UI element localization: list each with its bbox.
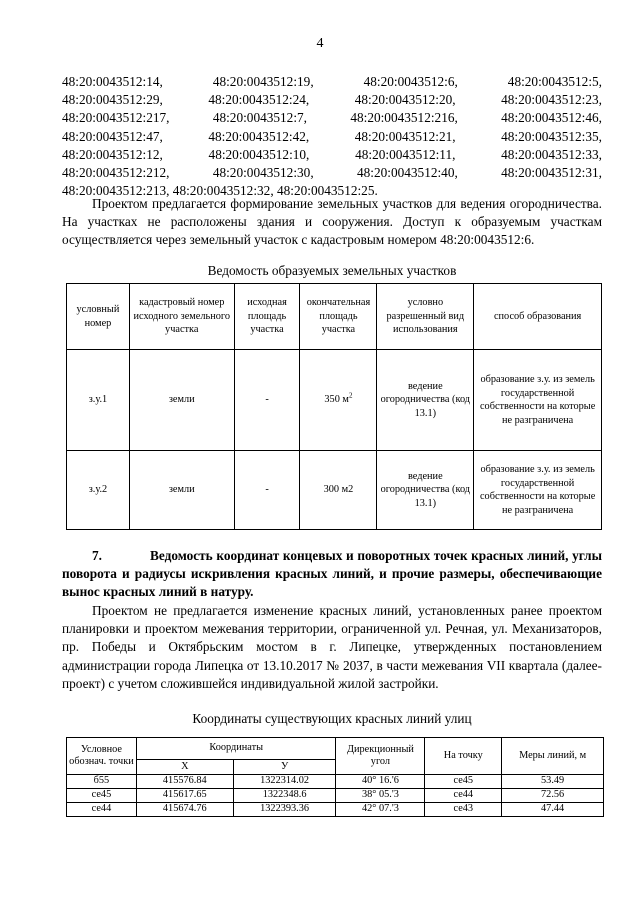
- cadastral-number: 48:20:0043512:42,: [208, 128, 310, 144]
- cadastral-number: 48:20:0043512:23,: [501, 92, 602, 108]
- cell-to: се43: [425, 803, 502, 817]
- land-plots-table: [66, 283, 602, 530]
- cadastral-number: 48:20:0043512:11,: [355, 146, 456, 162]
- cadastral-row: [62, 128, 602, 146]
- cadastral-row: [62, 164, 602, 182]
- cadastral-number: 48:20:0043512:7,: [212, 110, 308, 126]
- area-superscript: 2: [348, 391, 353, 400]
- cadastral-number: 48:20:0043512:47,: [62, 128, 163, 144]
- table-row: [67, 789, 604, 803]
- cadastral-number: 48:20:0043512:46,: [501, 110, 602, 126]
- table-row: [67, 451, 602, 530]
- cell-y: 1322314.02: [233, 775, 336, 789]
- cell-use: ведение огородничества (код 13.1): [377, 451, 474, 530]
- final-area-value: 350 м: [324, 394, 349, 406]
- cadastral-number: 48:20:0043512:21,: [354, 128, 456, 144]
- paragraph-land-plots: Проектом предлагается формирование земельных участков для ведения огородничества. На участках не расположены здания и сооружения. Доступ к образуемым участкам осуществляется через земельный участок с кадастровым номером 48:20:0043512:6.: [62, 196, 602, 248]
- cadastral-row: [62, 146, 602, 164]
- cadastral-number: 48:20:0043512:40,: [356, 164, 458, 180]
- header-cell: способ образования: [474, 284, 602, 350]
- cadastral-list: [62, 73, 602, 200]
- cell-angle: 42° 07.'3: [336, 803, 425, 817]
- header-cell: условно разрешенный вид использования: [377, 284, 474, 350]
- cadastral-row: [62, 73, 602, 91]
- table-header-row: [67, 738, 604, 760]
- cell-angle: 38° 05.'3: [336, 789, 425, 803]
- cadastral-number: 48:20:0043512:6,: [363, 74, 458, 89]
- cell-num: з.у.2: [67, 451, 130, 530]
- cadastral-row: [62, 91, 602, 109]
- cadastral-number: 48:20:0043512:19,: [212, 74, 314, 89]
- cadastral-number: 48:20:0043512:24,: [208, 92, 310, 108]
- table-row: [67, 350, 602, 451]
- header-cell: условный номер: [67, 284, 130, 350]
- header-cell: окончательная площадь участка: [300, 284, 377, 350]
- cell-x: 415617.65: [136, 789, 233, 803]
- header-angle: Дирекционный угол: [336, 738, 425, 775]
- cadastral-row: [62, 109, 602, 127]
- cell-to: се44: [425, 789, 502, 803]
- paragraph-red-lines: Проектом не предлагается изменение красных линий, установленных ранее проектом планировки и проектом межевания территории, ограниченной ул. Речная, ул. Механизаторов, пр. Победы и Октябрьским мостом в г. Липецке, утвержденных постановлением администрации города Липецка от 13.10.2017 № 2037, в части межевания VII квартала (далее-проект) с учетом сложившейся индивидуальной жилой застройки.: [62, 603, 602, 691]
- cell-measure: 47.44: [502, 803, 604, 817]
- cadastral-number: 48:20:0043512:5,: [507, 74, 602, 89]
- cell-use: ведение огородничества (код 13.1): [377, 350, 474, 451]
- cell-source: земли: [129, 350, 234, 451]
- page-number: 4: [316, 36, 324, 51]
- cell-src-area: -: [234, 350, 300, 451]
- cadastral-number: 48:20:0043512:217,: [62, 110, 170, 126]
- table1-caption: Ведомость образуемых земельных участков: [207, 263, 457, 278]
- header-cell: кадастровый номер исходного земельного участка: [129, 284, 234, 350]
- header-to-point: На точку: [425, 738, 502, 775]
- cell-y: 1322348.6: [233, 789, 336, 803]
- header-coords: Координаты: [136, 738, 336, 760]
- table-header-row: [67, 284, 602, 350]
- header-y: У: [233, 760, 336, 775]
- cadastral-number: 48:20:0043512:20,: [354, 92, 456, 108]
- header-cell: исходная площадь участка: [234, 284, 300, 350]
- cadastral-number: 48:20:0043512:10,: [208, 146, 310, 162]
- cell-measure: 53.49: [502, 775, 604, 789]
- cell-x: 415576.84: [136, 775, 233, 789]
- cell-measure: 72.56: [502, 789, 604, 803]
- cadastral-number: 48:20:0043512:35,: [501, 128, 602, 144]
- section-7-heading: [62, 547, 602, 602]
- cadastral-number: 48:20:0043512:29,: [62, 92, 163, 108]
- cell-method: образование з.у. из земель государственной собственности на которые не разграничена: [474, 350, 602, 451]
- cadastral-last-line: 48:20:0043512:213, 48:20:0043512:32, 48:20:0043512:25.: [62, 183, 378, 199]
- table-row: [67, 803, 604, 817]
- cell-final-area: 300 м2: [300, 451, 377, 530]
- cell-to: се45: [425, 775, 502, 789]
- cell-x: 415674.76: [136, 803, 233, 817]
- cell-source: земли: [129, 451, 234, 530]
- cell-final-area: [300, 350, 377, 451]
- section-number: 7.: [92, 548, 102, 563]
- cadastral-number: 48:20:0043512:30,: [212, 164, 314, 180]
- cadastral-number: 48:20:0043512:12,: [62, 146, 163, 162]
- coordinates-table: [66, 737, 604, 817]
- header-point: Условное обознач. точки: [67, 738, 137, 775]
- cadastral-number: 48:20:0043512:212,: [62, 164, 170, 180]
- table-row: [67, 775, 604, 789]
- cell-angle: 40° 16.'6: [336, 775, 425, 789]
- cell-y: 1322393.36: [233, 803, 336, 817]
- cadastral-number: 48:20:0043512:216,: [350, 110, 458, 126]
- cadastral-number: 48:20:0043512:14,: [62, 74, 163, 89]
- cell-point: се44: [67, 803, 137, 817]
- cell-method: образование з.у. из земель государственной собственности на которые не разграничена: [474, 451, 602, 530]
- cell-num: з.у.1: [67, 350, 130, 451]
- cadastral-number: 48:20:0043512:33,: [501, 146, 602, 162]
- cadastral-number: 48:20:0043512:31,: [501, 164, 602, 180]
- header-x: X: [136, 760, 233, 775]
- cell-point: се45: [67, 789, 137, 803]
- table2-caption: Координаты существующих красных линий улиц: [192, 711, 472, 726]
- section-title: Ведомость координат концевых и поворотных точек красных линий, углы поворота и радиусы искривления красных линий, и прочие размеры, обеспечивающие вынос красных линий в натуру.: [62, 548, 602, 600]
- cell-src-area: -: [234, 451, 300, 530]
- header-measure: Меры линий, м: [502, 738, 604, 775]
- cell-point: б55: [67, 775, 137, 789]
